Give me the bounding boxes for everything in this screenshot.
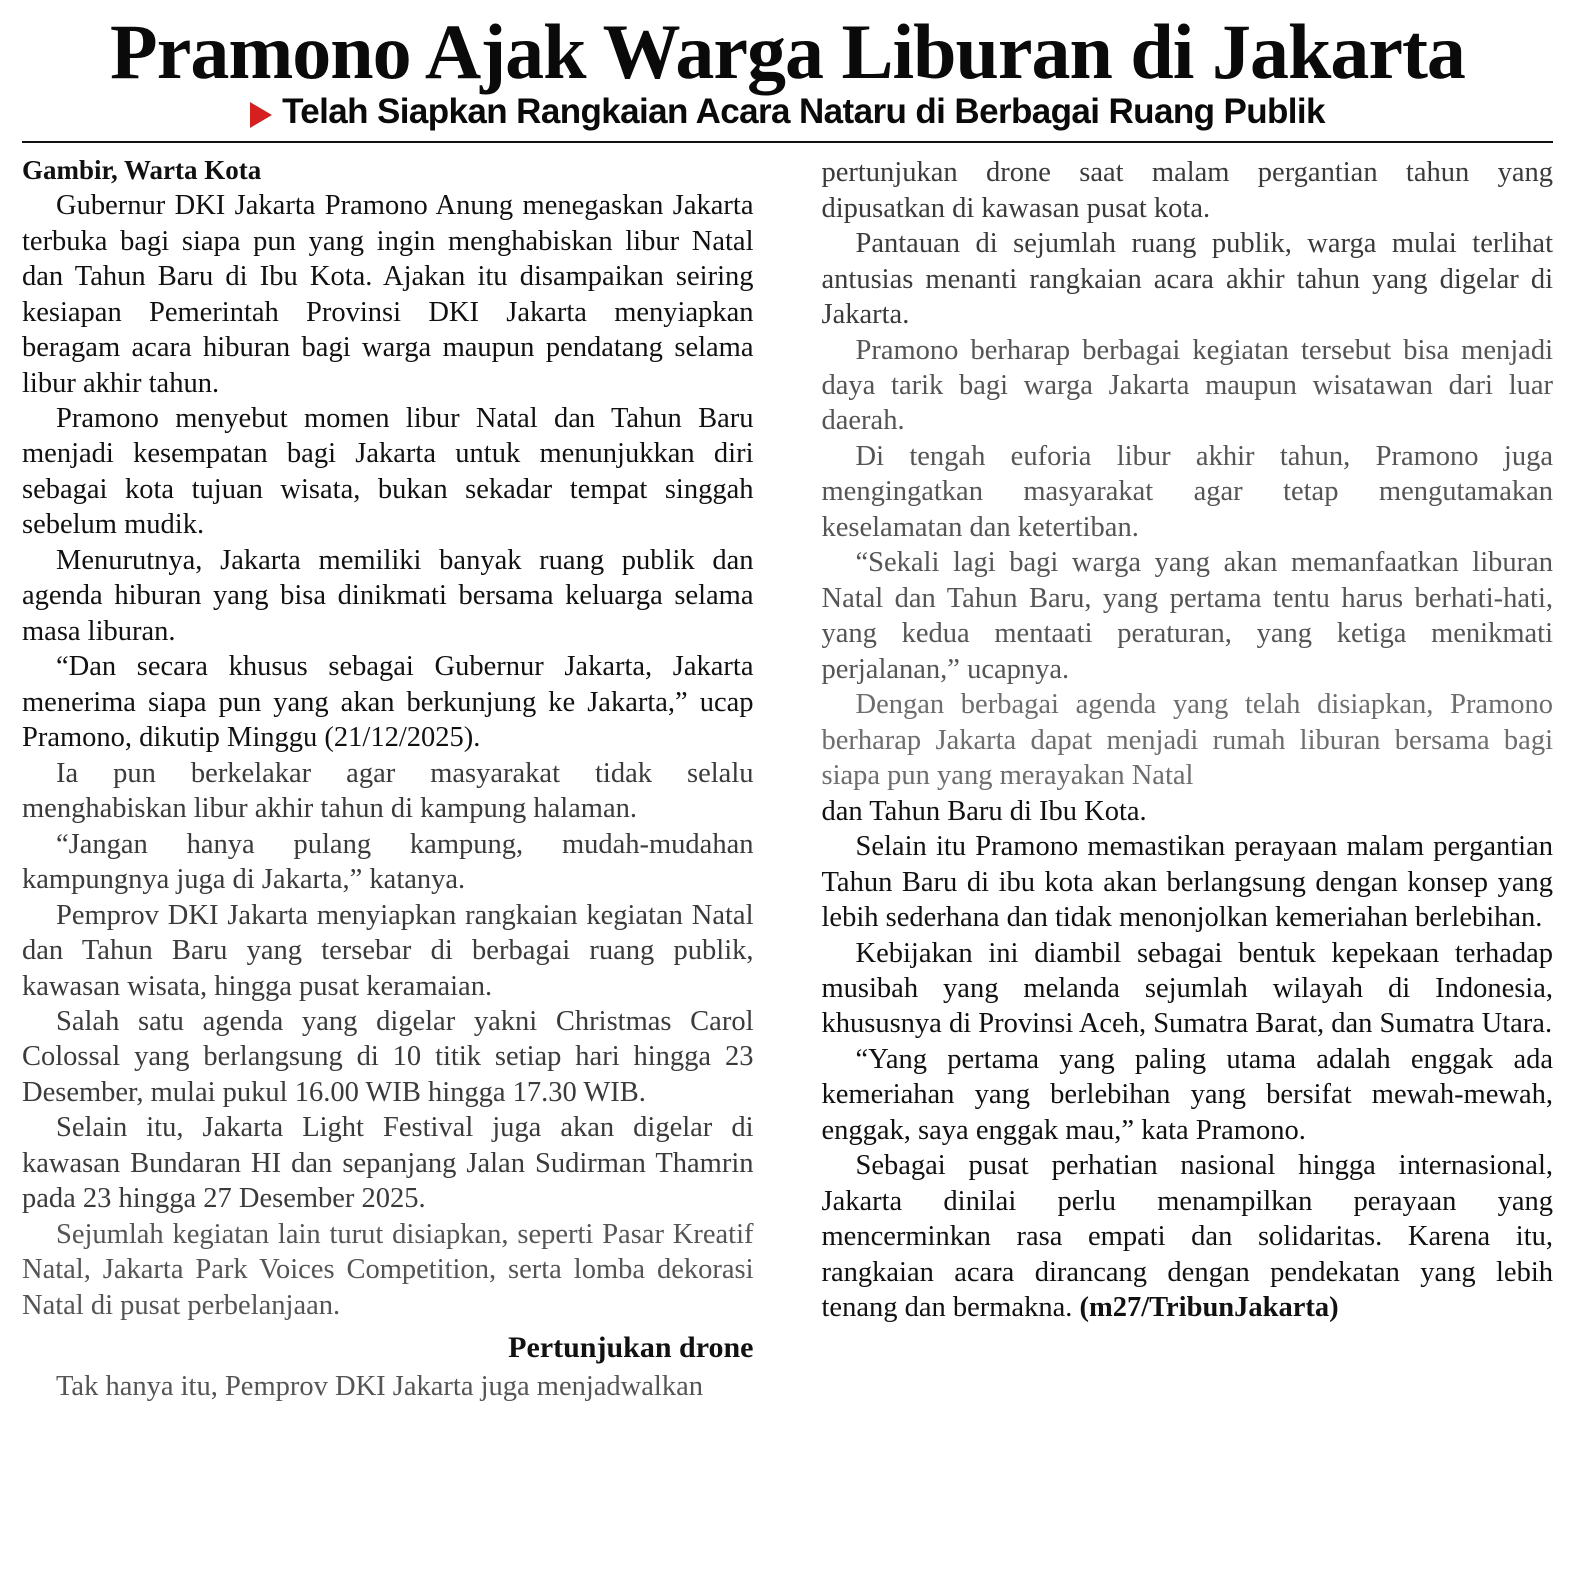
paragraph: Tak hanya itu, Pemprov DKI Jakarta juga menjadwalkan bbox=[56, 1371, 703, 1403]
triangle-bullet-icon bbox=[250, 102, 272, 128]
paragraph: Pramono berharap berbagai kegiatan tersebut bisa menjadi daya tarik bagi warga Jakarta maupun wisatawan dari luar daerah. bbox=[821, 334, 1553, 437]
subheadline: Telah Siapkan Rangkaian Acara Nataru di Berbagai Ruang Publik bbox=[282, 92, 1325, 132]
paragraph: “Jangan hanya pulang kampung, mudah-mudahan kampungnya juga di Jakarta,” katanya. bbox=[22, 828, 754, 896]
paragraph: Selain itu Pramono memastikan perayaan malam pergantian Tahun Baru di ibu kota akan berlangsung dengan konsep yang lebih sederhana dan tidak menonjolkan kemeriahan berlebihan. bbox=[821, 831, 1553, 934]
paragraph: Gubernur DKI Jakarta Pramono Anung menegaskan Jakarta terbuka bagi siapa pun yang ingin menghabiskan libur Natal dan Tahun Baru di Ibu Kota. Ajakan itu disampaikan seiring kesiapan Pemerintah Provinsi DKI Jakarta menyiapkan beragam acara hiburan bagi warga maupun pendatang selama libur akhir tahun. bbox=[22, 190, 754, 399]
article-credit: (m27/TribunJakarta) bbox=[1079, 1292, 1339, 1324]
paragraph: “Yang pertama yang paling utama adalah enggak ada kemeriahan yang berlebihan yang bersifat mewah-mewah, enggak, saya enggak mau,” kata Pramono. bbox=[821, 1043, 1553, 1146]
paragraph: Selain itu, Jakarta Light Festival juga akan digelar di kawasan Bundaran HI dan sepanjang Jalan Sudirman Thamrin pada 23 hingga 27 Desember 2025. bbox=[22, 1112, 754, 1215]
subheadline-row bbox=[22, 94, 1553, 131]
paragraph: Pantauan di sejumlah ruang publik, warga mulai terlihat antusias menanti rangkaian acara akhir tahun yang digelar di Jakarta. bbox=[821, 228, 1553, 331]
paragraph: Di tengah euforia libur akhir tahun, Pramono juga mengingatkan masyarakat agar tetap mengutamakan keselamatan dan ketertiban. bbox=[821, 440, 1553, 543]
page-title: Pramono Ajak Warga Liburan di Jakarta bbox=[110, 8, 1465, 95]
paragraph: “Sekali lagi bagi warga yang akan memanfaatkan liburan Natal dan Tahun Baru, yang pertama tentu harus berhati-hati, yang kedua mentaati peraturan, yang ketiga menikmati perjalanan,” ucapnya. bbox=[821, 547, 1553, 685]
dateline: Gambir, Warta Kota bbox=[22, 155, 262, 186]
paragraph: Salah satu agenda yang digelar yakni Christmas Carol Colossal yang berlangsung di 10 titik setiap hari hingga 23 Desember, mulai pukul 16.00 WIB hingga 17.30 WIB. bbox=[22, 1005, 754, 1108]
paragraph: Kebijakan ini diambil sebagai bentuk kepekaan terhadap musibah yang melanda sejumlah wilayah di Indonesia, khususnya di Provinsi Aceh, Sumatra Barat, dan Sumatra Utara. bbox=[821, 937, 1553, 1040]
header-divider bbox=[22, 141, 1553, 143]
paragraph-text: Sebagai pusat perhatian nasional hingga internasional, Jakarta dinilai perlu menampilkan perayaan yang mencerminkan rasa empati dan solidaritas. Karena itu, rangkaian acara dirancang dengan pendekatan yang lebih tenang dan bermakna. bbox=[821, 1150, 1553, 1324]
column-right bbox=[788, 155, 1554, 1325]
paragraph: Pramono menyebut momen libur Natal dan Tahun Baru menjadi kesempatan bagi Jakarta untuk menunjukkan diri sebagai kota tujuan wisata, bukan sekadar tempat singgah sebelum mudik. bbox=[22, 403, 754, 541]
paragraph: pertunjukan drone saat malam pergantian tahun yang dipusatkan di kawasan pusat kota. bbox=[821, 157, 1553, 224]
paragraph: Menurutnya, Jakarta memiliki banyak ruang publik dan agenda hiburan yang bisa dinikmati bersama keluarga selama masa liburan. bbox=[22, 544, 754, 647]
paragraph: “Dan secara khusus sebagai Gubernur Jakarta, Jakarta menerima siapa pun yang akan berkunjung ke Jakarta,” ucap Pramono, dikutip Minggu (21/12/2025). bbox=[22, 651, 754, 754]
paragraph: dan Tahun Baru di Ibu Kota. bbox=[821, 795, 1147, 827]
article-columns bbox=[22, 155, 1553, 1404]
paragraph: Dengan berbagai agenda yang telah disiapkan, Pramono berharap Jakarta dapat menjadi rumah liburan bersama bagi siapa pun yang merayakan Natal bbox=[821, 689, 1553, 792]
section-subhead: Pertunjukan drone bbox=[508, 1331, 754, 1365]
column-left bbox=[22, 155, 788, 1404]
paragraph: Ia pun berkelakar agar masyarakat tidak selalu menghabiskan libur akhir tahun di kampung halaman. bbox=[22, 757, 754, 825]
paragraph bbox=[822, 1148, 1554, 1325]
paragraph: Sejumlah kegiatan lain turut disiapkan, seperti Pasar Kreatif Natal, Jakarta Park Voices Competition, serta lomba dekorasi Natal di pusat perbelanjaan. bbox=[22, 1218, 754, 1321]
paragraph: Pemprov DKI Jakarta menyiapkan rangkaian kegiatan Natal dan Tahun Baru yang tersebar di berbagai ruang publik, kawasan wisata, hingga pusat keramaian. bbox=[22, 899, 754, 1002]
